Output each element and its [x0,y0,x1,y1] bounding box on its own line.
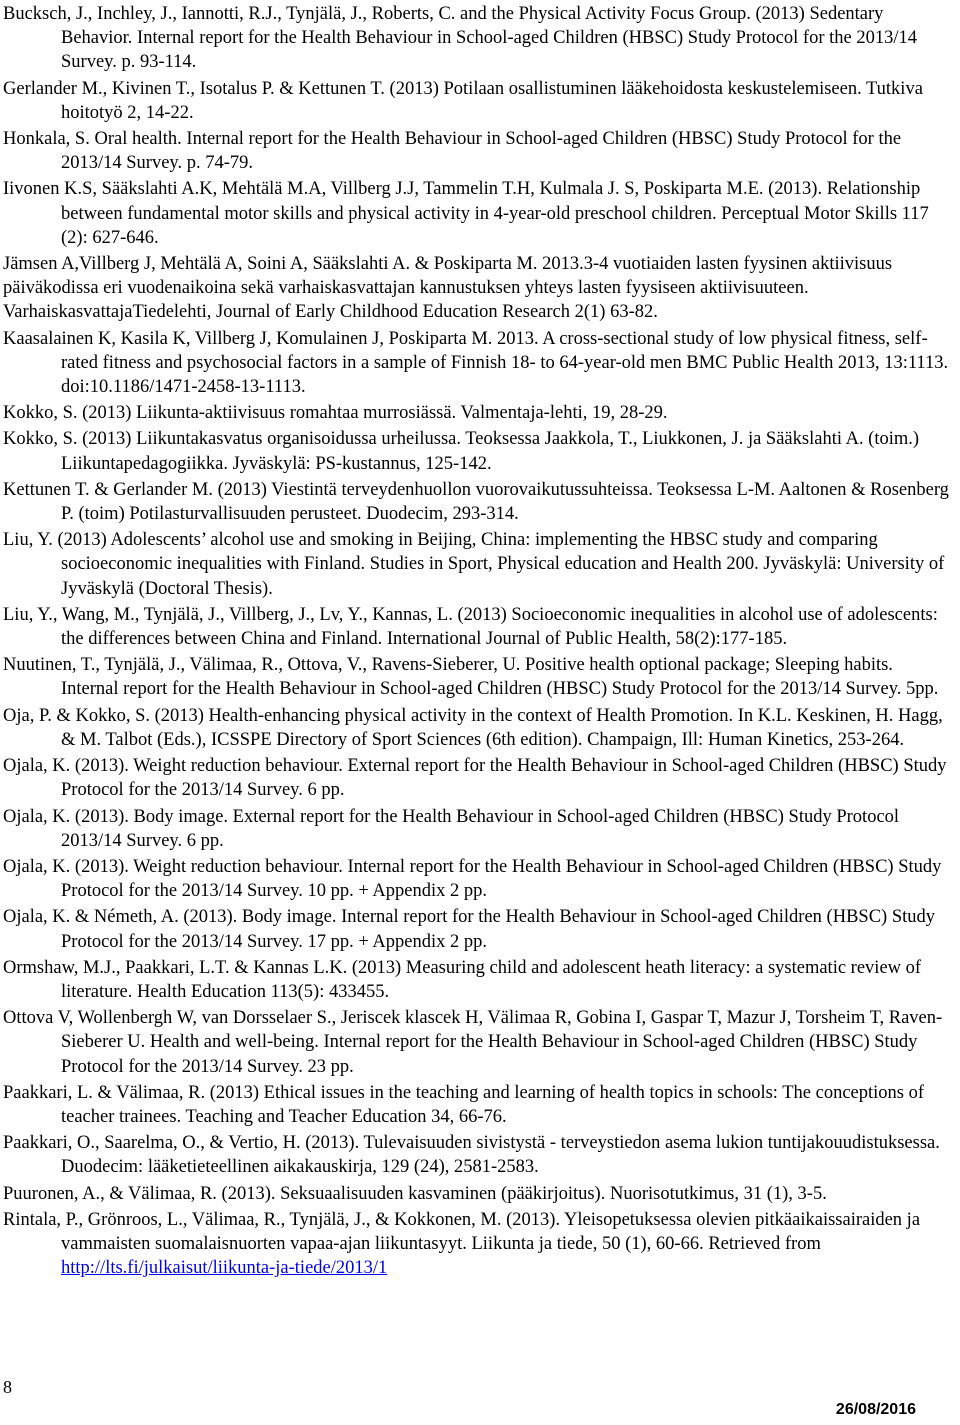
reference-text: Jämsen A,Villberg J, Mehtälä A, Soini A, Sääkslahti A. & Poskiparta M. 2013.3-4 vuotiaiden lasten fyysinen aktiivisuus päiväkodissa eri vuodenaikoina sekä varhaiskasvattajan kannustuksen yhteys lasten fyysiseen aktiivisuuteen. VarhaiskasvattajaTiedelehti, Journal of Early Childhood Education Research 2(1) 63-82. [3,254,893,323]
reference-entry [3,1182,955,1206]
reference-entry [3,528,955,601]
reference-text: Ottova V, Wollenbergh W, van Dorsselaer S., Jeriscek klascek H, Välimaa R, Gobina I, Gaspar T, Mazur J, Torsheim T, Raven-Sieberer U. Health and well-being. Internal report for the Health Behaviour in School-aged Children (HBSC) Study Protocol for the 2013/14 Survey. 23 pp. [3,1008,943,1077]
reference-text: Ojala, K. & Németh, A. (2013). Body image. Internal report for the Health Behaviour in School-aged Children (HBSC) Study Protocol for the 2013/14 Survey. 17 pp. + Appendix 2 pp. [3,907,936,952]
reference-entry [3,855,955,903]
reference-entry [3,653,955,701]
reference-entry [3,603,955,651]
reference-text: Ormshaw, M.J., Paakkari, L.T. & Kannas L.K. (2013) Measuring child and adolescent heath literacy: a systematic review of literature. Health Education 113(5): 433455. [3,957,922,1002]
page-number: 8 [3,1377,12,1397]
reference-text: Liu, Y., Wang, M., Tynjälä, J., Villberg, J., Lv, Y., Kannas, L. (2013) Socioeconomic inequalities in alcohol use of adolescents: the differences between China and Finland. International Journal of Public Health, 58(2):177-185. [3,604,938,650]
reference-entry [3,427,955,475]
reference-entry [3,1081,955,1129]
reference-entry [3,905,955,953]
reference-text: Paakkari, O., Saarelma, O., & Vertio, H. (2013). Tulevaisuuden sivistystä - terveystiedon asema lukion tuntijakouudistuksessa. Duodecim: lääketieteellinen aikakauskirja, 129 (24), 2581-2583. [3,1133,940,1178]
reference-entry [3,2,955,75]
reference-entry [3,805,955,853]
reference-text: Puuronen, A., & Välimaa, R. (2013). Seksuaalisuuden kasvaminen (pääkirjoitus). Nuorisotutkimus, 31 (1), 3-5. [3,1183,827,1204]
reference-entry [3,127,955,175]
reference-text: Kokko, S. (2013) Liikuntakasvatus organisoidussa urheilussa. Teoksessa Jaakkola, T., Liukkonen, J. ja Sääkslahti A. (toim.) Liikuntapedagogiikka. Jyväskylä: PS-kustannus, 125-142. [3,429,920,474]
reference-text: Gerlander M., Kivinen T., Isotalus P. & Kettunen T. (2013) Potilaan osallistuminen lääkehoidosta keskustelemiseen. Tutkiva hoitotyö 2, 14-22. [3,78,923,123]
reference-entry [3,177,955,250]
reference-text: Ojala, K. (2013). Weight reduction behaviour. External report for the Health Behaviour in School-aged Children (HBSC) Study Protocol for the 2013/14 Survey. 6 pp. [3,756,947,801]
reference-text: Nuutinen, T., Tynjälä, J., Välimaa, R., Ottova, V., Ravens-Sieberer, U. Positive health optional package; Sleeping habits. Internal report for the Health Behaviour in School-aged Children (HBSC) Study Protocol for the 2013/14 Survey. 5pp. [3,655,939,700]
reference-text: Paakkari, L. & Välimaa, R. (2013) Ethical issues in the teaching and learning of health topics in schools: The conceptions of teacher trainees. Teaching and Teacher Education 34, 66-76. [3,1082,925,1127]
reference-text: Iivonen K.S, Sääkslahti A.K, Mehtälä M.A, Villberg J.J, Tammelin T.H, Kulmala J. S, Poskiparta M.E. (2013). Relationship between fundamental motor skills and physical activity in 4-year-old preschool children. Perceptual Motor Skills 117 (2): 627-646. [3,179,929,248]
reference-text: Liu, Y. (2013) Adolescents’ alcohol use and smoking in Beijing, China: implementing the HBSC study and comparing socioeconomic inequalities with Finland. Studies in Sport, Physical education and Health 200. Jyväskylä: University of Jyväskylä (Doctoral Thesis). [3,530,945,599]
reference-text: Oja, P. & Kokko, S. (2013) Health-enhancing physical activity in the context of Health Promotion. In K.L. Keskinen, H. Hagg, & M. Talbot (Eds.), ICSSPE Directory of Sport Sciences (6th edition). Champaign, Ill: Human Kinetics, 253-264. [3,705,943,750]
reference-text: Honkala, S. Oral health. Internal report for the Health Behaviour in School-aged Children (HBSC) Study Protocol for the 2013/14 Survey. p. 74-79. [3,129,902,174]
reference-entry [3,327,955,400]
reference-entry [3,478,955,526]
reference-entry [3,401,955,425]
reference-list [3,2,955,1282]
reference-link[interactable]: http://lts.fi/julkaisut/liikunta-ja-tiede/2013/1 [61,1258,388,1279]
reference-text: Ojala, K. (2013). Body image. External report for the Health Behaviour in School-aged Children (HBSC) Study Protocol 2013/14 Survey. 6 pp. [3,806,900,851]
reference-entry [3,1131,955,1179]
reference-entry [3,77,955,125]
reference-text: Kettunen T. & Gerlander M. (2013) Viestintä terveydenhuollon vuorovaikutussuhteissa. Teoksessa L-M. Aaltonen & Rosenberg P. (toim) Potilasturvallisuuden perusteet. Duodecim, 293-314. [3,479,949,525]
reference-text: Bucksch, J., Inchley, J., Iannotti, R.J., Tynjälä, J., Roberts, C. and the Physical Activity Focus Group. (2013) Sedentary Behavior. Internal report for the Health Behaviour in School-aged Children (HBSC) Study Protocol for the 2013/14 Survey. p. 93-114. [3,4,917,73]
reference-entry [3,956,955,1004]
reference-entry [3,704,955,752]
reference-entry [3,252,955,325]
reference-entry [3,1208,955,1281]
footer-date: 26/08/2016 [835,1401,916,1418]
reference-text: Ojala, K. (2013). Weight reduction behaviour. Internal report for the Health Behaviour in School-aged Children (HBSC) Study Protocol for the 2013/14 Survey. 10 pp. + Appendix 2 pp. [3,856,942,902]
reference-entry [3,1006,955,1079]
reference-entry [3,754,955,802]
reference-text: Kaasalainen K, Kasila K, Villberg J, Komulainen J, Poskiparta M. 2013. A cross-sectional study of low physical fitness, self-rated fitness and psychosocial factors in a sample of Finnish 18- to 64-year-old men BMC Public Health 2013, 13:1113. doi:10.1186/1471-2458-13-1113. [3,328,949,398]
reference-text: Rintala, P., Grönroos, L., Välimaa, R., Tynjälä, J., & Kokkonen, M. (2013). Yleisopetuksessa olevien pitkäaikaissairaiden ja vammaisten suomalaisnuorten vapaa-ajan liikuntasyyt. Liikunta ja tiede, 50 (1), 60-66. Retrieved from [3,1209,921,1254]
reference-text: Kokko, S. (2013) Liikunta-aktiivisuus romahtaa murrosiässä. Valmentaja-lehti, 19, 28-29. [3,403,668,424]
